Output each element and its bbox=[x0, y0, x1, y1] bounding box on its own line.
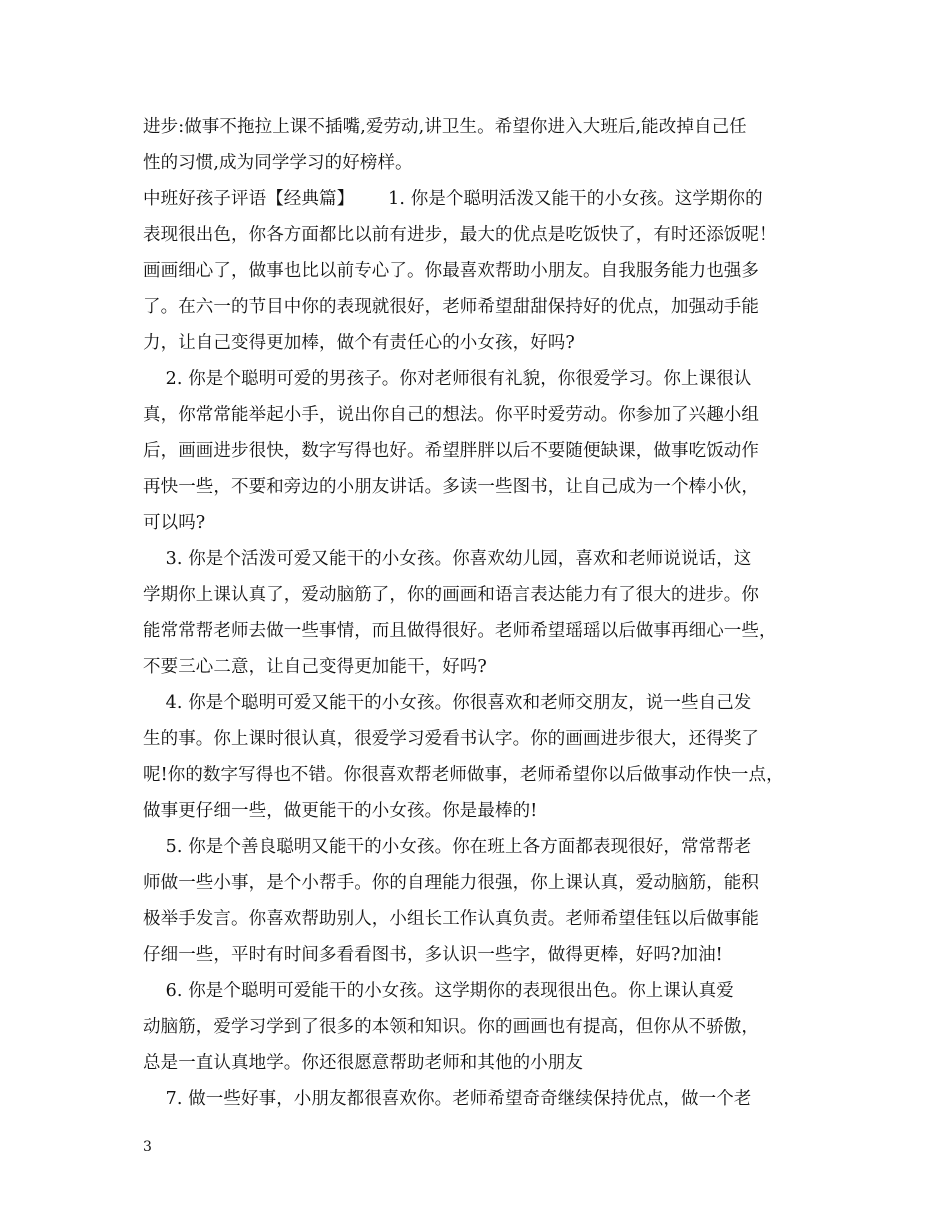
text-line: 4. 你是个聪明可爱又能干的小女孩。你很喜欢和老师交朋友，说一些自己发 bbox=[143, 693, 752, 713]
text-line: 画画细心了，做事也比以前专心了。你最喜欢帮助小朋友。自我服务能力也强多 bbox=[143, 261, 759, 281]
text-line: 极举手发言。你喜欢帮助别人，小组长工作认真负责。老师希望佳钰以后做事能 bbox=[143, 909, 759, 929]
text-line: 2. 你是个聪明可爱的男孩子。你对老师很有礼貌，你很爱学习。你上课很认 bbox=[143, 369, 752, 389]
text-line: 力，让自己变得更加棒，做个有责任心的小女孩，好吗? bbox=[143, 333, 575, 353]
text-line: 学期你上课认真了，爱动脑筋了，你的画画和语言表达能力有了很大的进步。你 bbox=[143, 585, 759, 605]
text-line: 总是一直认真地学。你还很愿意帮助老师和其他的小朋友 bbox=[143, 1053, 583, 1073]
text-line: 生的事。你上课时很认真，很爱学习爱看书认字。你的画画进步很大，还得奖了 bbox=[143, 729, 759, 749]
text-line: 7. 做一些好事，小朋友都很喜欢你。老师希望奇奇继续保持优点，做一个老 bbox=[143, 1089, 752, 1109]
text-line: 再快一些，不要和旁边的小朋友讲话。多读一些图书，让自己成为一个棒小伙， bbox=[143, 477, 759, 497]
text-line: 5. 你是个善良聪明又能干的小女孩。你在班上各方面都表现很好，常常帮老 bbox=[143, 837, 752, 857]
text-line: 动脑筋，爱学习学到了很多的本领和知识。你的画画也有提高，但你从不骄傲， bbox=[143, 1017, 759, 1037]
text-line: 不要三心二意，让自己变得更加能干，好吗? bbox=[143, 657, 487, 677]
text-line: 进步:做事不拖拉上课不插嘴,爱劳动,讲卫生。希望你进入大班后,能改掉自己任 bbox=[143, 117, 747, 137]
text-line: 呢!你的数字写得也不错。你很喜欢帮老师做事，老师希望你以后做事动作快一点， bbox=[143, 765, 784, 785]
text-line: 后，画画进步很快，数字写得也好。希望胖胖以后不要随便缺课，做事吃饭动作 bbox=[143, 441, 759, 461]
text-line: 了。在六一的节目中你的表现就很好，老师希望甜甜保持好的优点，加强动手能 bbox=[143, 297, 759, 317]
text-line: 可以吗? bbox=[143, 513, 206, 533]
text-line: 3. 你是个活泼可爱又能干的小女孩。你喜欢幼儿园，喜欢和老师说说话，这 bbox=[143, 549, 752, 569]
text-line: 6. 你是个聪明可爱能干的小女孩。这学期你的表现很出色。你上课认真爱 bbox=[143, 981, 734, 1001]
text-line: 师做一些小事，是个小帮手。你的自理能力很强，你上课认真，爱动脑筋，能积 bbox=[143, 873, 759, 893]
text-line: 能常常帮老师去做一些事情，而且做得很好。老师希望瑶瑶以后做事再细心一些， bbox=[143, 621, 777, 641]
page-number: 3 bbox=[143, 1139, 152, 1155]
text-line: 真，你常常能举起小手，说出你自己的想法。你平时爱劳动。你参加了兴趣小组 bbox=[143, 405, 759, 425]
text-line: 性的习惯,成为同学学习的好榜样。 bbox=[143, 153, 413, 173]
text-line: 仔细一些，平时有时间多看看图书，多认识一些字，做得更棒，好吗?加油! bbox=[143, 945, 723, 965]
text-line: 做事更仔细一些，做更能干的小女孩。你是最棒的! bbox=[143, 801, 538, 821]
text-line: 表现很出色，你各方面都比以前有进步，最大的优点是吃饭快了，有时还添饭呢！ bbox=[143, 225, 777, 245]
section-heading-line: 中班好孩子评语【经典篇】 1. 你是个聪明活泼又能干的小女孩。这学期你的 bbox=[143, 189, 763, 209]
